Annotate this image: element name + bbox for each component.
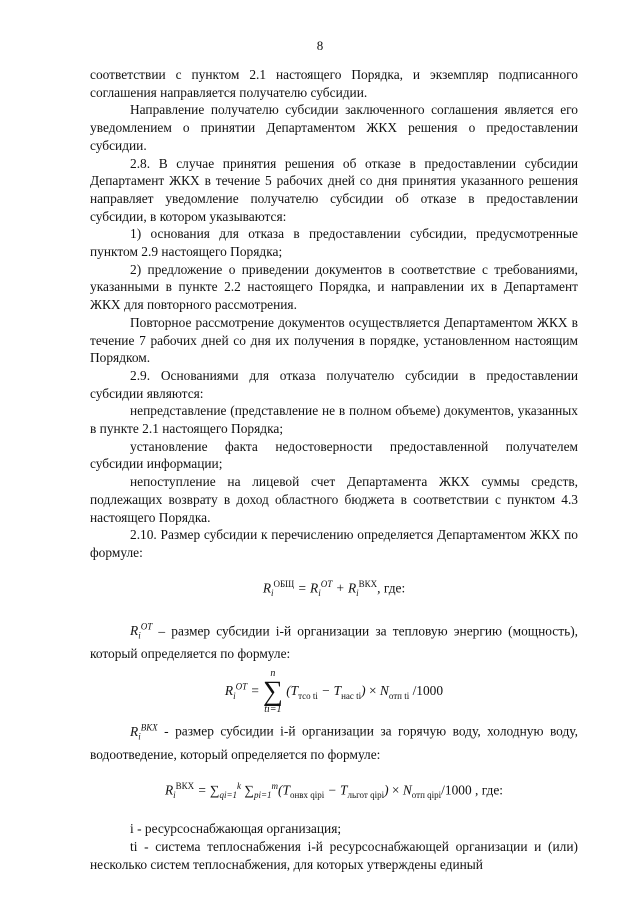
paragraph-2-9-reason-3: непоступление на лицевой счет Департамента ЖКХ суммы средств, подлежащих возврату в доход областного бюджета в соответствии с пунктом 4.3 настоящего Порядка. [90, 474, 578, 525]
formula-heat: $R_i^{OT}$ = n ∑ ti=1 $(T_{тсо ti} - T_{нас ti}) \times N_{отп ti}$ /1000 [224, 668, 444, 716]
document-body [90, 66, 578, 874]
paragraph-2-8-item-1: 1) основания для отказа в предоставлении субсидии, предусмотренные пунктом 2.9 настоящего Порядка; [90, 226, 578, 260]
paragraph-2-10: 2.10. Размер субсидии к перечислению определяется Департаментом ЖКХ по формуле: [90, 527, 578, 560]
paragraph-2-8: 2.8. В случае принятия решения об отказе в предоставлении субсидии Департамент ЖКХ в течение 5 рабочих дней со дня принятия указанного решения направляет уведомление получателю субсидии об отказе в предоставлении субсидии, в котором указываются: [90, 155, 578, 224]
paragraph-rvkh-def: $R_i^{ВКХ}$ - размер субсидии i-й организации за горячую воду, холодную воду, водоотведение, который определяется по формуле: [90, 722, 578, 762]
definition-ti: ti - система теплоснабжения i-й ресурсоснабжающей организации и (или) несколько систем теплоснабжения, для которых утверждены единый [90, 839, 578, 872]
definition-i: i - ресурсоснабжающая организация; [130, 821, 342, 837]
paragraph-2: Направление получателю субсидии заключенного соглашения является его уведомлением о принятии Департаментом ЖКХ решения о предоставлении субсидии. [90, 102, 578, 153]
paragraph-2-9-reason-2: установление факта недостоверности предоставленной получателем субсидии информации; [90, 438, 578, 472]
paragraph-rot-def: $R_i^{OT}$ – размер субсидии i-й организации за тепловую энергию (мощность), который определяется по формуле: [90, 621, 578, 662]
paragraph-repeat-review: Повторное рассмотрение документов осуществляется Департаментом ЖКХ в течение 7 рабочих дней со дня их получения в порядке, установленном настоящим Порядком. [90, 314, 578, 366]
paragraph-2-9-reason-1: непредставление (представление не в полном объеме) документов, указанных в пункте 2.1 настоящего Порядка; [90, 403, 578, 437]
formula-water: $R_i^{ВКХ} = \sum_{qi=1}^k$ $\sum_{pi=1}^m(T_{онвх qipi} - T_{льгот qipi}) \times N_{отп qipi}/1000$ , где: [164, 780, 504, 800]
page-number: 8 [316, 38, 324, 53]
paragraph-2-9: 2.9. Основаниями для отказа получателю субсидии в предоставлении субсидии являются: [90, 367, 578, 401]
paragraph-1: соответствии с пунктом 2.1 настоящего Порядка, и экземпляр подписанного соглашения направляется получателю субсидии. [90, 67, 578, 100]
paragraph-2-8-item-2: 2) предложение о приведении документов в соответствие с требованиями, указанными в пункте 2.2 настоящего Порядка, и направлении их в Департамент ЖКХ для повторного рассмотрения. [90, 261, 578, 313]
formula-total: $R_i^{ОБЩ} = R_i^{OT} + R_i^{ВКХ}$, где: [262, 578, 406, 598]
